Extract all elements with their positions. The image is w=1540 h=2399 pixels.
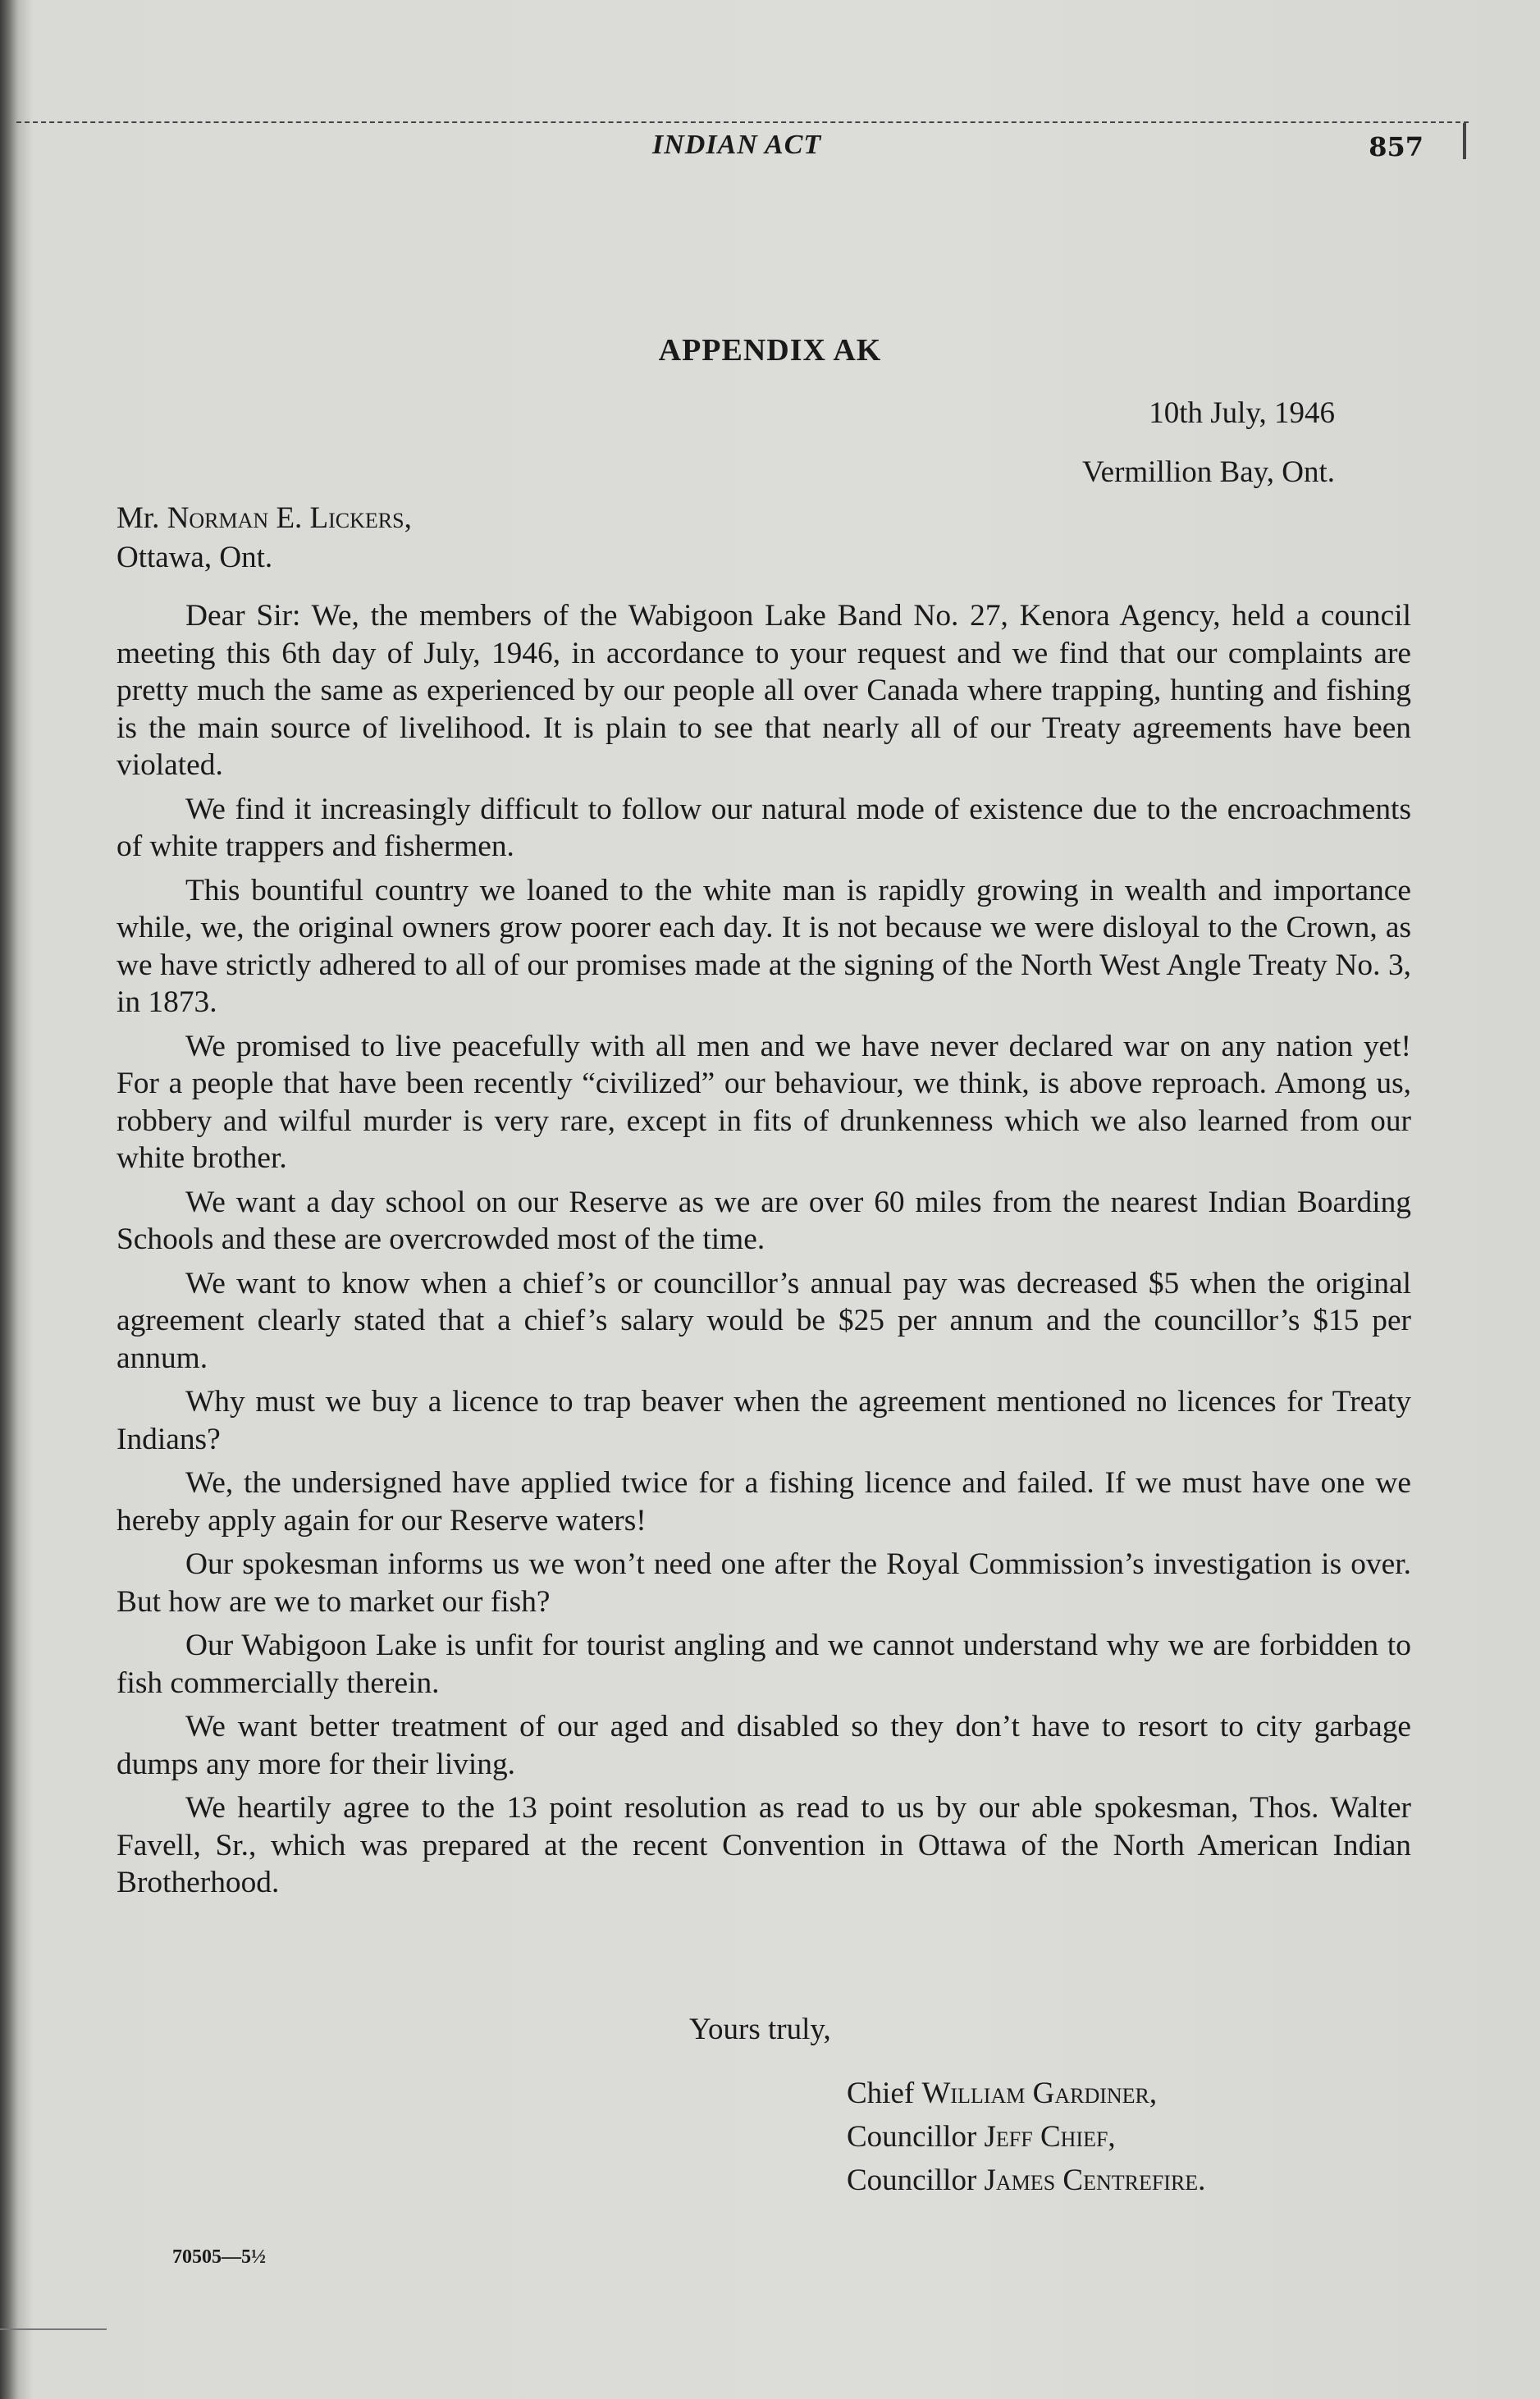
signatory-name: Jeff Chief, (984, 2120, 1116, 2154)
appendix-title: APPENDIX AK (658, 333, 882, 368)
addressee-city: Ottawa, Ont. (117, 541, 273, 574)
signature-line (847, 2115, 1205, 2159)
paragraph: Dear Sir: We, the members of the Wabigoon Lake Band No. 27, Kenora Agency, held a council meeting this 6th day of July, 1946, in accordance to your request and we find that our complaints are pretty much the same as experienced by our people all over Canada where trapping, hunting and fishing is the main source of livelihood. It is plain to see that nearly all of our Treaty agreements have been violated. (117, 599, 1411, 782)
paragraph: We promised to live peacefully with all men and we have never declared war on any nation yet! For a people that have been recently “civilized” our behaviour, we think, is above reproach. Among us, robbery and wilful murder is very rare, except in fits of drunkenness which we also learned from our white brother. (117, 1029, 1411, 1175)
printer-code: 70505—5½ (172, 2246, 266, 2268)
letter-date: 10th July, 1946 (1149, 396, 1335, 430)
paragraph: Our spokesman informs us we won’t need one after the Royal Commission’s investigation is over. But how are we to market our fish? (117, 1547, 1411, 1619)
signature-line (847, 2159, 1205, 2202)
letter-place: Vermillion Bay, Ont. (1082, 455, 1335, 489)
header-bracket (1463, 123, 1466, 159)
paragraph: We, the undersigned have applied twice for a fishing licence and failed. If we must have one we hereby apply again for our Reserve waters! (117, 1466, 1411, 1538)
paragraph: We want better treatment of our aged and disabled so they don’t have to resort to city garbage dumps any more for their living. (117, 1710, 1411, 1781)
running-head: INDIAN ACT (652, 130, 822, 160)
signatory-name: James Centrefire. (984, 2164, 1206, 2197)
paragraph: This bountiful country we loaned to the white man is rapidly growing in wealth and importance while, we, the original owners grow poorer each day. It is not because we were disloyal to the Crown, as we have strictly adhered to all of our promises made at the signing of the North West Angle Treaty No. 3, in 1873. (117, 873, 1411, 1019)
signature-block (847, 2072, 1205, 2202)
page-header (119, 130, 1423, 171)
addressee-prefix: Mr. (117, 501, 167, 535)
signatory-title: Councillor (847, 2164, 985, 2197)
paragraph: We want to know when a chief’s or councillor’s annual pay was decreased $5 when the original agreement clearly stated that a chief’s salary would be $25 per annum and the councillor’s $15 per annum. (117, 1266, 1411, 1375)
signature-line (847, 2072, 1205, 2115)
paragraph: We find it increasingly difficult to follow our natural mode of existence due to the encroachments of white trappers and fishermen. (117, 792, 1411, 863)
paragraph: We heartily agree to the 13 point resolution as read to us by our able spokesman, Thos. Walter Favell, Sr., which was prepared at the recent Convention in Ottawa of the North American Indian Brotherhood. (117, 1791, 1411, 1899)
addressee-name: Norman E. Lickers, (167, 501, 412, 535)
bottom-rule (0, 2328, 107, 2330)
signatory-name: William Gardiner, (921, 2077, 1158, 2110)
paragraph: We want a day school on our Reserve as we are over 60 miles from the nearest Indian Boarding Schools and these are overcrowded most of the time. (117, 1185, 1411, 1256)
signatory-title: Chief (847, 2077, 922, 2110)
signatory-title: Councillor (847, 2120, 985, 2154)
letter-body (117, 597, 1411, 1908)
addressee-line (117, 500, 412, 536)
paragraph: Our Wabigoon Lake is unfit for tourist angling and we cannot understand why we are forbidden to fish commercially therein. (117, 1629, 1411, 1700)
top-rule (16, 121, 1469, 123)
page-number: 857 (1369, 131, 1423, 162)
closing: Yours truly, (689, 2013, 831, 2046)
paragraph: Why must we buy a licence to trap beaver when the agreement mentioned no licences for Treaty Indians? (117, 1385, 1411, 1456)
